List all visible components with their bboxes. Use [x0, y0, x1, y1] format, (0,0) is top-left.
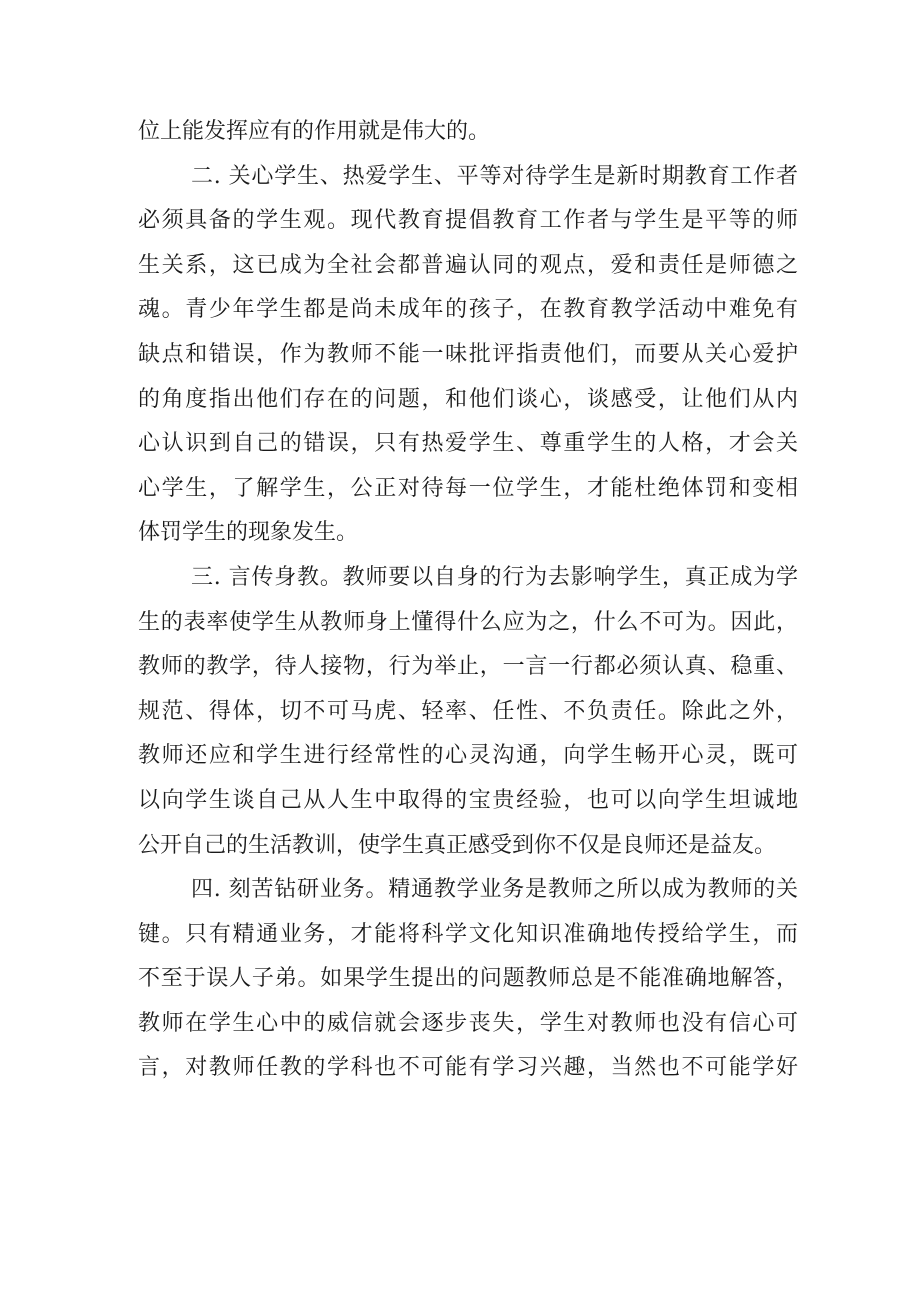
- text-line: 的角度指出他们存在的问题，和他们谈心，谈感受，让他们从内: [138, 386, 798, 412]
- text-line: 二. 关心学生、热爱学生、平等对待学生是新时期教育工作者: [191, 163, 798, 189]
- paragraph-two: [138, 155, 798, 556]
- paragraph-three: [138, 556, 798, 868]
- text-line: 生关系，这已成为全社会都普遍认同的观点，爱和责任是师德之: [138, 252, 798, 278]
- text-line: 键。只有精通业务，才能将科学文化知识准确地传授给学生，而: [138, 921, 798, 947]
- text-line: 位上能发挥应有的作用就是伟大的。: [138, 119, 491, 144]
- text-line: 规范、得体，切不可马虎、轻率、任性、不负责任。除此之外，: [138, 698, 798, 724]
- text-line: 以向学生谈自己从人生中取得的宝贵经验，也可以向学生坦诚地: [138, 787, 798, 813]
- body-text: [138, 110, 798, 1091]
- text-line: 教师的教学，待人接物，行为举止，一言一行都必须认真、稳重、: [138, 654, 798, 680]
- text-line: 公开自己的生活教训，使学生真正感受到你不仅是良师还是益友。: [138, 832, 777, 858]
- text-line: 缺点和错误，作为教师不能一味批评指责他们，而要从关心爱护: [138, 341, 798, 367]
- text-line: 三. 言传身教。教师要以自身的行为去影响学生，真正成为学: [191, 564, 798, 590]
- text-line: 心认识到自己的错误，只有热爱学生、尊重学生的人格，才会关: [138, 431, 798, 457]
- text-line: 四. 刻苦钻研业务。精通教学业务是教师之所以成为教师的关: [191, 877, 798, 903]
- text-line: 体罚学生的现象发生。: [138, 520, 359, 546]
- paragraph-continuation: [138, 110, 798, 155]
- text-line: 心学生，了解学生，公正对待每一位学生，才能杜绝体罚和变相: [138, 475, 798, 501]
- text-line: 不至于误人子弟。如果学生提出的问题教师总是不能准确地解答，: [138, 966, 798, 992]
- text-line: 必须具备的学生观。现代教育提倡教育工作者与学生是平等的师: [138, 208, 798, 234]
- text-line: 魂。青少年学生都是尚未成年的孩子，在教育教学活动中难免有: [138, 297, 798, 323]
- text-line: 生的表率使学生从教师身上懂得什么应为之，什么不可为。因此，: [138, 609, 798, 635]
- text-line: 教师在学生心中的威信就会逐步丧失，学生对教师也没有信心可: [138, 1010, 798, 1036]
- paragraph-four: [138, 868, 798, 1091]
- text-line: 言，对教师任教的学科也不可能有学习兴趣，当然也不可能学好: [138, 1055, 798, 1081]
- text-line: 教师还应和学生进行经常性的心灵沟通，向学生畅开心灵，既可: [138, 743, 798, 769]
